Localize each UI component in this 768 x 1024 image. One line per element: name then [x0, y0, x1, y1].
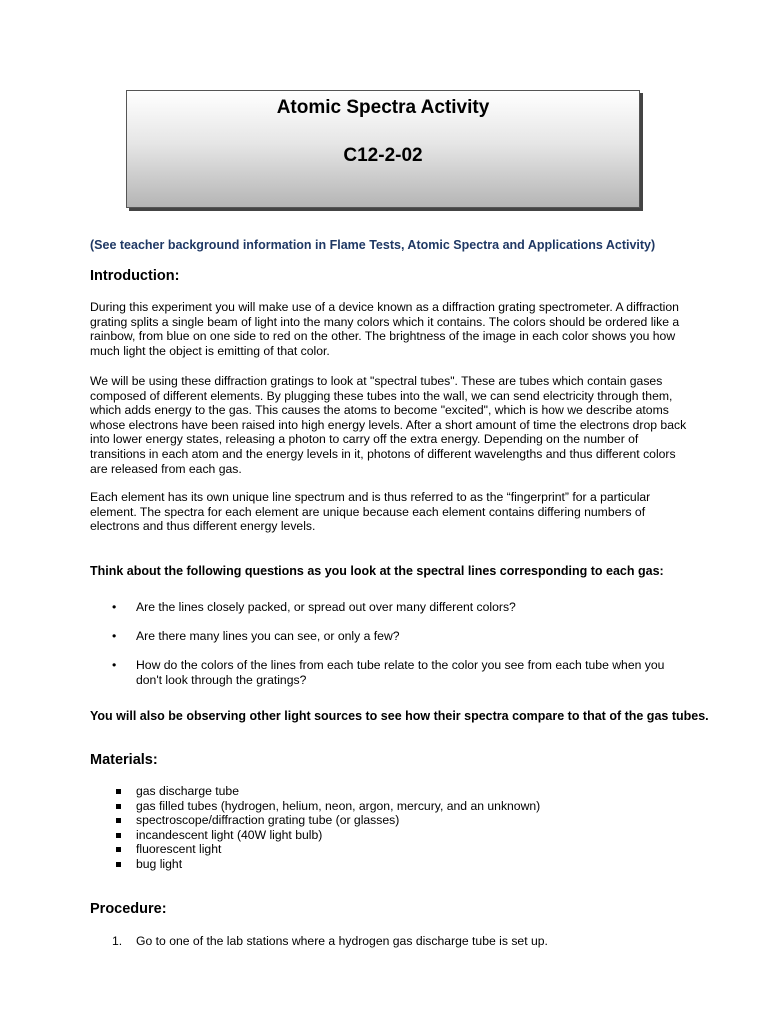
square-bullet-icon: [116, 833, 121, 838]
questions-lead: Think about the following questions as you look at the spectral lines corresponding to each gas:: [90, 564, 664, 578]
questions-closing: You will also be observing other light sources to see how their spectra compare to that of the gas tubes.: [90, 709, 709, 723]
material-text: incandescent light (40W light bulb): [136, 827, 323, 842]
square-bullet-icon: [116, 789, 121, 794]
square-bullet-icon: [116, 804, 121, 809]
procedure-heading: Procedure:: [90, 901, 167, 917]
title-box: [126, 90, 640, 208]
bullet-icon: •: [112, 629, 117, 643]
introduction-heading: Introduction:: [90, 268, 180, 284]
list-item: [114, 842, 540, 857]
square-bullet-icon: [116, 862, 121, 867]
bullet-icon: •: [112, 600, 117, 614]
square-bullet-icon: [116, 847, 121, 852]
material-text: gas filled tubes (hydrogen, helium, neon, argon, mercury, and an unknown): [136, 798, 541, 813]
list-item: [114, 828, 540, 843]
material-text: spectroscope/diffraction grating tube (or glasses): [136, 813, 400, 828]
material-text: fluorescent light: [136, 842, 222, 857]
list-item: [114, 799, 540, 814]
square-bullet-icon: [116, 818, 121, 823]
step-number: 1.: [112, 934, 123, 948]
list-item: [114, 813, 540, 828]
material-text: gas discharge tube: [136, 784, 239, 798]
material-text: bug light: [136, 856, 183, 871]
intro-paragraph-2: We will be using these diffraction gratings to look at "spectral tubes". These are tubes which contain gases composed of different elements. By plugging these tubes into the wall, we can send electricity through them, which adds energy to the gas. This causes the atoms to become "excited", which is how we describe atoms whose electrons have been raised into high energy levels. After a short amount of time the electrons drop back into lower energy states, releasing a photon to carry off the extra energy. Depending on the number of transitions in each atom and the energy levels in it, photons of different wavelengths and thus different colors are released from each gas.: [90, 374, 687, 476]
materials-heading: Materials:: [90, 752, 158, 768]
question-text: Are there many lines you can see, or only a few?: [136, 629, 400, 643]
teacher-note: (See teacher background information in Flame Tests, Atomic Spectra and Applications Activity): [90, 238, 656, 252]
step-text: Go to one of the lab stations where a hydrogen gas discharge tube is set up.: [136, 934, 548, 948]
materials-list: [114, 784, 540, 872]
document-title: Atomic Spectra Activity: [276, 97, 490, 118]
intro-paragraph-3: Each element has its own unique line spectrum and is thus referred to as the “fingerprint” for a particular element. The spectra for each element are unique because each element contains differing numbers of electrons and thus different energy levels.: [90, 490, 651, 534]
question-text: How do the colors of the lines from each tube relate to the color you see from each tube when you don't look through the gratings?: [136, 658, 665, 687]
bullet-icon: •: [112, 658, 117, 672]
intro-paragraph-1: During this experiment you will make use of a device known as a diffraction grating spectrometer. A diffraction grating splits a single beam of light into the many colors which it contains. The colors should be ordered like a rainbow, from blue on one side to red on the other. The brightness of the image in each color shows you how much light the object is emitting of that color.: [90, 300, 680, 358]
list-item: [114, 784, 540, 799]
list-item: [114, 857, 540, 872]
question-text: Are the lines closely packed, or spread out over many different colors?: [136, 600, 516, 614]
document-code: C12-2-02: [343, 145, 423, 166]
